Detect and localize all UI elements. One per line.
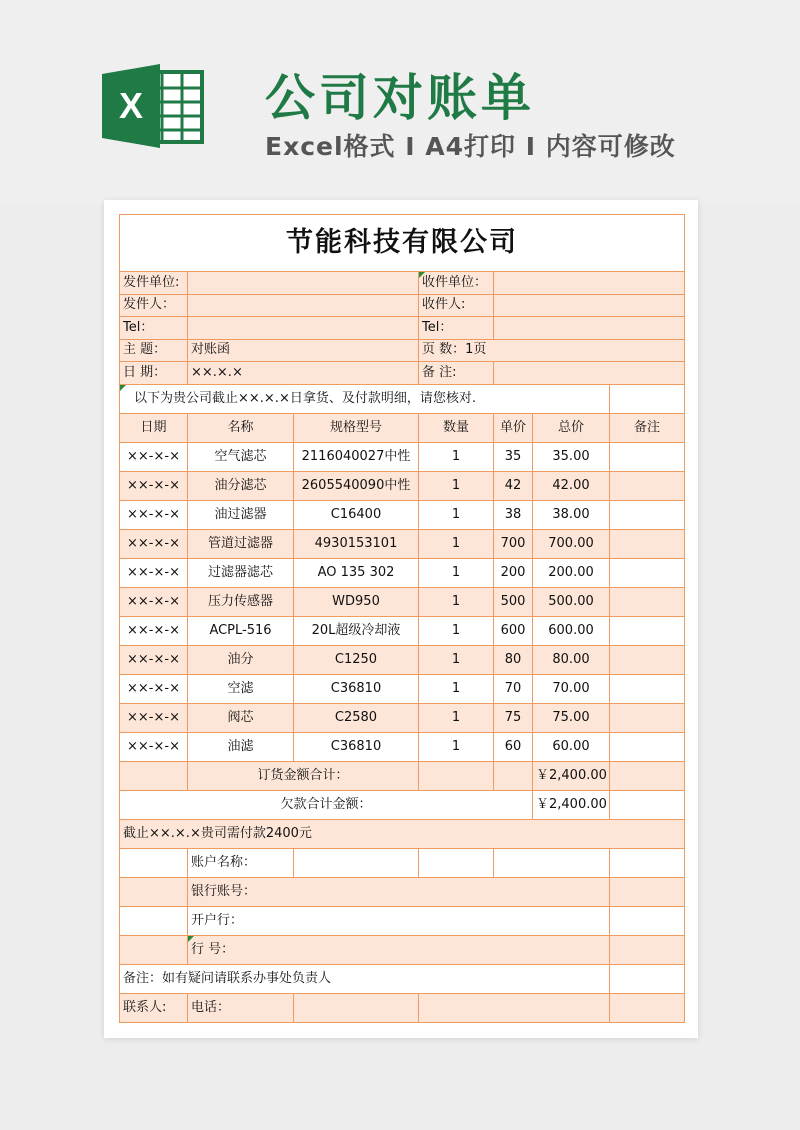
cell-date[interactable]: ××-×-× <box>120 732 188 761</box>
cell-spec[interactable]: C16400 <box>294 500 419 529</box>
cell-remark[interactable] <box>610 442 685 471</box>
cell-remark[interactable] <box>610 500 685 529</box>
cell-spec[interactable]: 20L超级冷却液 <box>294 616 419 645</box>
account-name-input-1[interactable] <box>294 848 419 877</box>
sender-input[interactable] <box>188 294 419 317</box>
receiver-input[interactable] <box>494 294 685 317</box>
cell-price[interactable]: 38 <box>494 500 533 529</box>
tel-left-input[interactable] <box>188 317 419 340</box>
cell-remark[interactable] <box>610 732 685 761</box>
table-row <box>120 616 685 645</box>
intro-text: 以下为贵公司截止××.×.×日拿货、及付款明细，请您核对. <box>120 384 610 413</box>
cell-name[interactable]: 管道过滤器 <box>188 529 294 558</box>
bank-input[interactable] <box>610 906 685 935</box>
remark-input[interactable] <box>494 362 685 385</box>
cell-spec[interactable]: 4930153101 <box>294 529 419 558</box>
order-total-price-blank <box>494 761 533 790</box>
cell-name[interactable]: 油过滤器 <box>188 500 294 529</box>
cell-total[interactable]: 35.00 <box>533 442 610 471</box>
table-row <box>120 703 685 732</box>
order-total-qty-blank <box>419 761 494 790</box>
cell-total[interactable]: 42.00 <box>533 471 610 500</box>
contact-input-2[interactable] <box>419 993 610 1022</box>
cell-spec[interactable]: AO 135 302 <box>294 558 419 587</box>
order-total-blank <box>120 761 188 790</box>
cell-total[interactable]: 70.00 <box>533 674 610 703</box>
cell-spec[interactable]: 2605540090中性 <box>294 471 419 500</box>
remark-label: 备 注: <box>419 362 494 385</box>
cell-total[interactable]: 600.00 <box>533 616 610 645</box>
bank-account-blank <box>120 877 188 906</box>
page-title: 公司对账单 <box>265 69 535 127</box>
cell-total[interactable]: 700.00 <box>533 529 610 558</box>
column-header-price: 单价 <box>494 413 533 442</box>
cell-name[interactable]: 油分滤芯 <box>188 471 294 500</box>
cell-name[interactable]: 压力传感器 <box>188 587 294 616</box>
spreadsheet-sheet <box>104 200 698 1038</box>
cell-total[interactable]: 80.00 <box>533 645 610 674</box>
bank-account-label: 银行账号： <box>188 877 610 906</box>
cell-qty[interactable]: 1 <box>419 500 494 529</box>
cell-remark[interactable] <box>610 471 685 500</box>
column-header-name: 名称 <box>188 413 294 442</box>
cell-name[interactable]: 阀芯 <box>188 703 294 732</box>
bank-code-label: 行 号： <box>188 935 610 964</box>
subject-label: 主 题： <box>120 339 188 362</box>
cell-date[interactable]: ××-×-× <box>120 558 188 587</box>
account-name-input-4[interactable] <box>610 848 685 877</box>
sender-label: 发件人： <box>120 294 188 317</box>
cell-price[interactable]: 75 <box>494 703 533 732</box>
cell-price[interactable]: 70 <box>494 674 533 703</box>
company-name: 节能科技有限公司 <box>120 215 685 272</box>
account-name-input-3[interactable] <box>494 848 610 877</box>
table-row <box>120 529 685 558</box>
cell-remark[interactable] <box>610 674 685 703</box>
subject-value[interactable]: 对账函 <box>188 339 419 362</box>
cell-price[interactable]: 35 <box>494 442 533 471</box>
cell-name[interactable]: 空气滤芯 <box>188 442 294 471</box>
cell-spec[interactable]: C36810 <box>294 674 419 703</box>
column-header-spec: 规格型号 <box>294 413 419 442</box>
debt-total-remark-blank <box>610 790 685 819</box>
table-row <box>120 500 685 529</box>
account-name-input-2[interactable] <box>419 848 494 877</box>
cell-date[interactable]: ××-×-× <box>120 529 188 558</box>
cell-date[interactable]: ××-×-× <box>120 703 188 732</box>
cell-price[interactable]: 500 <box>494 587 533 616</box>
intro-blank-cell <box>610 384 685 413</box>
date-value[interactable]: ××.×.× <box>188 362 419 385</box>
account-name-label: 账户名称： <box>188 848 294 877</box>
cell-total[interactable]: 200.00 <box>533 558 610 587</box>
cell-qty[interactable]: 1 <box>419 471 494 500</box>
cell-name[interactable]: 过滤器滤芯 <box>188 558 294 587</box>
cell-date[interactable]: ××-×-× <box>120 645 188 674</box>
bank-account-input[interactable] <box>610 877 685 906</box>
cell-date[interactable]: ××-×-× <box>120 500 188 529</box>
cell-price[interactable]: 700 <box>494 529 533 558</box>
cell-name[interactable]: 油分 <box>188 645 294 674</box>
receiver-unit-label: 收件单位： <box>419 272 494 295</box>
footer-note-blank <box>610 964 685 993</box>
sender-unit-label: 发件单位: <box>120 272 188 295</box>
cell-remark[interactable] <box>610 529 685 558</box>
column-header-qty: 数量 <box>419 413 494 442</box>
cell-remark[interactable] <box>610 645 685 674</box>
contact-input-3[interactable] <box>610 993 685 1022</box>
bank-code-input[interactable] <box>610 935 685 964</box>
receiver-unit-input[interactable] <box>494 272 685 295</box>
tel-left-label: Tel： <box>120 317 188 340</box>
phone-label: 电话： <box>188 993 294 1022</box>
sender-unit-input[interactable] <box>188 272 419 295</box>
footer-note: 备注：如有疑问请联系办事处负责人 <box>120 964 610 993</box>
cell-name[interactable]: 油滤 <box>188 732 294 761</box>
svg-text:X: X <box>118 85 144 126</box>
payable-note: 截止××.×.×贵司需付款2400元 <box>120 819 685 848</box>
cell-total[interactable]: 38.00 <box>533 500 610 529</box>
cell-date[interactable]: ××-×-× <box>120 674 188 703</box>
cell-remark[interactable] <box>610 558 685 587</box>
cell-name[interactable]: 空滤 <box>188 674 294 703</box>
cell-price[interactable]: 200 <box>494 558 533 587</box>
excel-logo-icon <box>102 64 204 148</box>
cell-spec[interactable]: WD950 <box>294 587 419 616</box>
cell-date[interactable]: ××-×-× <box>120 587 188 616</box>
cell-price[interactable]: 80 <box>494 645 533 674</box>
cell-qty[interactable]: 1 <box>419 732 494 761</box>
debt-total-value[interactable]: ￥2,400.00 <box>533 790 610 819</box>
column-header-total: 总价 <box>533 413 610 442</box>
table-row <box>120 732 685 761</box>
cell-qty[interactable]: 1 <box>419 645 494 674</box>
bank-label: 开户行： <box>188 906 610 935</box>
tel-right-input[interactable] <box>494 317 685 340</box>
table-row <box>120 645 685 674</box>
order-total-remark-blank <box>610 761 685 790</box>
column-header-date: 日期 <box>120 413 188 442</box>
page-subtitle: Excel格式 I A4打印 I 内容可修改 <box>265 132 676 161</box>
table-row <box>120 587 685 616</box>
cell-remark[interactable] <box>610 616 685 645</box>
order-total-value[interactable]: ￥2,400.00 <box>533 761 610 790</box>
table-row <box>120 442 685 471</box>
cell-remark[interactable] <box>610 703 685 732</box>
cell-total[interactable]: 75.00 <box>533 703 610 732</box>
cell-spec[interactable]: C1250 <box>294 645 419 674</box>
table-row <box>120 471 685 500</box>
cell-date[interactable]: ××-×-× <box>120 616 188 645</box>
debt-total-label: 欠款合计金额： <box>120 790 533 819</box>
date-label: 日 期： <box>120 362 188 385</box>
bank-code-blank <box>120 935 188 964</box>
cell-total[interactable]: 60.00 <box>533 732 610 761</box>
cell-spec[interactable]: 2116040027中性 <box>294 442 419 471</box>
cell-price[interactable]: 60 <box>494 732 533 761</box>
cell-qty[interactable]: 1 <box>419 703 494 732</box>
contact-input-1[interactable] <box>294 993 419 1022</box>
cell-qty[interactable]: 1 <box>419 558 494 587</box>
cell-name[interactable]: ACPL-516 <box>188 616 294 645</box>
cell-spec[interactable]: C36810 <box>294 732 419 761</box>
contact-label: 联系人: <box>120 993 188 1022</box>
account-blank <box>120 848 188 877</box>
cell-qty[interactable]: 1 <box>419 674 494 703</box>
bank-blank <box>120 906 188 935</box>
statement-table <box>119 214 685 1023</box>
cell-date[interactable]: ××-×-× <box>120 442 188 471</box>
column-header-remark: 备注 <box>610 413 685 442</box>
order-total-label: 订货金额合计： <box>188 761 419 790</box>
tel-right-label: Tel： <box>419 317 494 340</box>
receiver-label: 收件人: <box>419 294 494 317</box>
cell-qty[interactable]: 1 <box>419 529 494 558</box>
pages-value[interactable]: 页 数：1页 <box>419 339 685 362</box>
table-row <box>120 558 685 587</box>
cell-remark[interactable] <box>610 587 685 616</box>
cell-qty[interactable]: 1 <box>419 616 494 645</box>
cell-qty[interactable]: 1 <box>419 442 494 471</box>
cell-date[interactable]: ××-×-× <box>120 471 188 500</box>
cell-spec[interactable]: C2580 <box>294 703 419 732</box>
cell-total[interactable]: 500.00 <box>533 587 610 616</box>
cell-price[interactable]: 600 <box>494 616 533 645</box>
cell-price[interactable]: 42 <box>494 471 533 500</box>
cell-qty[interactable]: 1 <box>419 587 494 616</box>
table-row <box>120 674 685 703</box>
